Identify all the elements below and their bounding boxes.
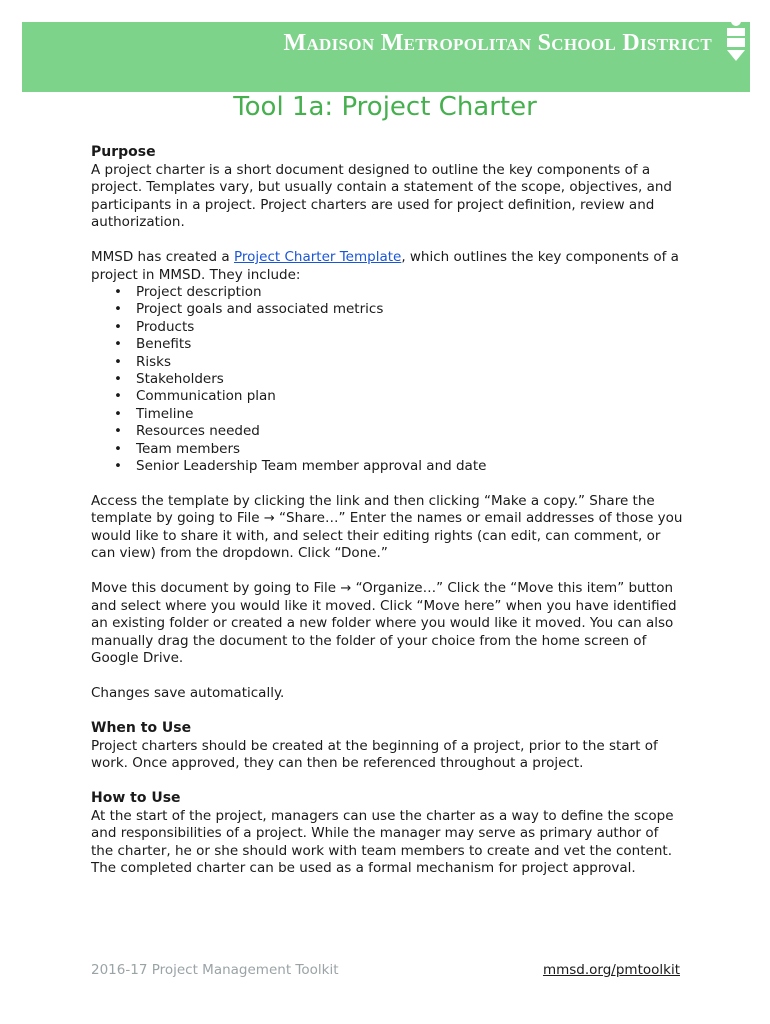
project-charter-template-link[interactable]: Project Charter Template bbox=[233, 249, 402, 265]
list-item: • Risks bbox=[136, 354, 683, 371]
list-item: • Senior Leadership Team member approval and date bbox=[136, 458, 683, 475]
footer-toolkit-label: 2016-17 Project Management Toolkit bbox=[91, 962, 339, 978]
how-to-use-heading: How to Use bbox=[91, 790, 181, 807]
purpose-paragraph: A project charter is a short document designed to outline the key components of a project. Templates vary, but usually contain a statement of the scope, objectives, and participants in a project. Project charters are used for project definition, review and authorization. bbox=[91, 161, 673, 230]
template-text-before: MMSD has created a bbox=[91, 249, 234, 265]
when-to-use-paragraph: Project charters should be created at the beginning of a project, prior to the start of work. Once approved, they can then be referenced throughout a project. bbox=[91, 737, 658, 772]
access-text-b: “Share…” Enter the names or email addresses of those you would like to share it with, and select their editing rights (can edit, can comment, or can view) from the dropdown. Click “Done.” bbox=[91, 510, 683, 562]
template-text-after: , which outlines the key components of a project in MMSD. They include: bbox=[91, 249, 679, 283]
page-title: Tool 1a: Project Charter bbox=[233, 92, 537, 122]
components-list bbox=[91, 284, 683, 475]
district-name: Madison Metropolitan School District bbox=[283, 30, 712, 56]
mmsd-logo-icon bbox=[724, 16, 748, 62]
arrow-right-icon: → bbox=[340, 581, 352, 597]
list-item: • Stakeholders bbox=[136, 371, 683, 388]
footer-link[interactable]: mmsd.org/pmtoolkit bbox=[542, 962, 680, 978]
list-item: • Project goals and associated metrics bbox=[136, 301, 683, 318]
move-text-b: “Organize…” Click the “Move this item” button and select where you would like it moved. Click “Move here” when you have identified an existing folder or created a new folder where you would like it moved. You can also manually drag the document to the folder of your choice from the home screen of Google Drive. bbox=[91, 580, 677, 667]
list-item: • Benefits bbox=[136, 336, 683, 353]
list-item: • Team members bbox=[136, 441, 683, 458]
list-item: • Resources needed bbox=[136, 423, 683, 440]
how-to-use-paragraph: At the start of the project, managers can use the charter as a way to define the scope and responsibilities of a project. While the manager may serve as primary author of the charter, he or she should work with team members to create and vet the content. The completed charter can be used as a formal mechanism for project approval. bbox=[91, 807, 674, 877]
list-item: • Communication plan bbox=[136, 388, 683, 405]
autosave-paragraph: Changes save automatically. bbox=[91, 685, 285, 702]
when-to-use-heading: When to Use bbox=[91, 720, 192, 737]
access-paragraph bbox=[91, 493, 683, 563]
template-paragraph bbox=[91, 249, 683, 284]
list-item: • Products bbox=[136, 319, 683, 336]
list-item: • Timeline bbox=[136, 406, 683, 423]
purpose-heading: Purpose bbox=[91, 144, 156, 160]
move-paragraph bbox=[91, 580, 683, 668]
list-item: • Project description bbox=[136, 284, 683, 301]
move-text-a: Move this document by going to File bbox=[91, 580, 341, 597]
access-text-a: Access the template by clicking the link and then clicking “Make a copy.” Share the template by going to File bbox=[91, 492, 655, 527]
arrow-right-icon: → bbox=[263, 511, 275, 527]
document-body bbox=[91, 144, 683, 878]
